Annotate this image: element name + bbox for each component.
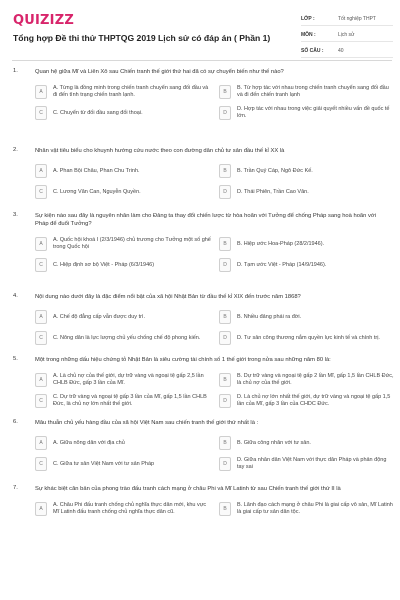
option-letter-box[interactable]: B — [219, 502, 231, 516]
answer-option[interactable] — [35, 502, 211, 516]
header-divider — [12, 60, 392, 61]
option-text: B. Hiệp ước Hoa-Pháp (28/2/1946). — [237, 240, 325, 247]
option-letter-box[interactable]: D — [219, 185, 231, 199]
answer-option[interactable] — [219, 436, 395, 450]
option-text: B. Nhiều đảng phái ra đời. — [237, 313, 302, 320]
option-letter-box[interactable]: A — [35, 164, 47, 178]
option-text: C. Hiệp định sơ bộ Việt - Pháp (6/3/1946) — [53, 261, 155, 268]
answer-option[interactable] — [219, 237, 395, 251]
question-text: Nội dung nào dưới đây là đặc điểm nổi bật của xã hội Nhật Bản từ đầu thế kỉ XIX đến trước năm 1868? — [35, 294, 301, 300]
answer-option[interactable] — [35, 457, 211, 471]
worksheet-title: Tổng hợp Đề thi thử THPTQG 2019 Lịch sử có đáp án ( Phần 1) — [13, 33, 271, 43]
question-item — [0, 68, 400, 120]
answer-option[interactable] — [219, 373, 395, 387]
answer-options — [35, 502, 393, 516]
question-item — [0, 293, 400, 345]
meta-value: Tốt nghiệp THPT — [338, 15, 376, 22]
answer-option[interactable] — [35, 85, 211, 99]
question-list — [0, 68, 400, 516]
answer-option[interactable] — [219, 394, 395, 408]
option-letter-box[interactable]: B — [219, 373, 231, 387]
option-letter-box[interactable]: C — [35, 185, 47, 199]
answer-option[interactable] — [35, 394, 211, 408]
answer-option[interactable] — [35, 106, 211, 120]
option-text: A. Chế độ đẳng cấp vẫn được duy trì. — [53, 313, 145, 320]
option-text: C. Lương Văn Can, Nguyễn Quyền. — [53, 188, 141, 195]
question-text: Mâu thuẫn chủ yếu hàng đầu của xã hội Việt Nam sau chiến tranh thế giới thứ nhất là : — [35, 420, 259, 426]
option-text: A. Là chủ nợ của thế giới, dự trữ vàng và ngoại tệ gấp 2,5 lần CHLB Đức, gấp 3 lần của Mĩ. — [53, 373, 204, 386]
option-letter-box[interactable]: D — [219, 331, 231, 345]
question-text: Nhân vật tiêu biểu cho khuynh hướng cứu nước theo con đường dân chủ tư sản đầu thế kỉ XX là — [35, 148, 285, 154]
option-text: A. Giữa nông dân với địa chủ — [53, 439, 125, 446]
option-letter-box[interactable]: A — [35, 502, 47, 516]
answer-option[interactable] — [219, 258, 395, 272]
option-text: B. Dự trữ vàng và ngoại tệ gấp 2 lần Mĩ, gấp 1,5 lần CHLB Đức, là chủ nợ của thế giới. — [237, 373, 394, 386]
option-letter-box[interactable]: A — [35, 85, 47, 99]
option-letter-box[interactable]: A — [35, 373, 47, 387]
option-letter-box[interactable]: A — [35, 237, 47, 251]
question-number: 7. — [13, 485, 18, 491]
option-letter-box[interactable]: D — [219, 106, 231, 120]
answer-option[interactable] — [219, 310, 395, 324]
question-number: 1. — [13, 68, 18, 74]
answer-options — [35, 164, 390, 199]
answer-option[interactable] — [219, 331, 395, 345]
question-number: 3. — [13, 212, 18, 218]
answer-option[interactable] — [219, 457, 395, 471]
option-text: D. Hợp tác với nhau trong việc giải quyết nhiều vấn đề quốc tế lớn. — [237, 106, 390, 119]
question-number: 2. — [13, 147, 18, 153]
question-text: Một trong những dấu hiệu chứng tỏ Nhật Bản là siêu cường tài chính số 1 thế giới trong nửa sau những năm 80 là: — [35, 357, 331, 363]
question-item — [0, 212, 400, 272]
option-letter-box[interactable]: B — [219, 310, 231, 324]
answer-option[interactable] — [35, 258, 211, 272]
answer-options — [35, 310, 390, 345]
meta-row-class — [301, 12, 393, 26]
question-number: 5. — [13, 356, 18, 362]
question-item — [0, 147, 400, 199]
meta-value: 40 — [338, 47, 344, 54]
answer-options — [35, 373, 394, 408]
option-text: C. Dự trữ vàng và ngoại tệ gấp 3 lần của Mĩ, gấp 1,5 lần CHLB Đức, là chủ nợ lớn nhất thế giới. — [53, 394, 207, 407]
option-letter-box[interactable]: B — [219, 436, 231, 450]
answer-option[interactable] — [35, 310, 211, 324]
question-text: Sự khác biệt căn bản của phong trào đấu tranh cách mạng ở châu Phi và Mĩ Latinh từ sau Chiến tranh thế giới thứ II là — [35, 486, 341, 492]
option-text: B. Giữa công nhân với tư sản. — [237, 439, 311, 446]
option-text: B. Từ hợp tác với nhau trong chiến tranh chuyển sang đối đầu và đi đến chiến tranh lạnh — [237, 85, 389, 98]
meta-label: SỐ CÂU : — [301, 47, 324, 54]
quizizz-logo[interactable]: QUIZIZZ — [13, 13, 74, 28]
option-text: A. Phan Bội Châu, Phan Chu Trinh. — [53, 167, 140, 174]
option-letter-box[interactable]: D — [219, 258, 231, 272]
option-letter-box[interactable]: C — [35, 331, 47, 345]
answer-option[interactable] — [35, 185, 211, 199]
answer-option[interactable] — [219, 502, 395, 516]
meta-label: MÔN : — [301, 31, 316, 38]
option-text: B. Trần Quý Cáp, Ngô Đức Kế. — [237, 167, 313, 174]
question-item — [0, 356, 400, 408]
option-letter-box[interactable]: C — [35, 258, 47, 272]
option-letter-box[interactable]: D — [219, 394, 231, 408]
answer-options — [35, 436, 390, 471]
option-text: C. Nông dân là lực lượng chủ yếu chống chế độ phong kiến. — [53, 334, 201, 341]
worksheet-header — [0, 0, 400, 60]
option-text: C. Giữa tư sản Việt Nam với tư sản Pháp — [53, 460, 155, 467]
answer-option[interactable] — [35, 237, 211, 251]
option-text: A. Từng là đồng minh trong chiến tranh chuyển sang đối đầu và đi đến tình trạng chiến tranh lạnh. — [53, 85, 209, 98]
question-number: 6. — [13, 419, 18, 425]
option-letter-box[interactable]: C — [35, 394, 47, 408]
question-text: Quan hệ giữa Mĩ và Liên Xô sau Chiến tranh thế giới thứ hai đã có sự chuyển biến như thế nào? — [35, 69, 284, 75]
option-text: D. Thái Phiên, Trần Cao Vân. — [237, 188, 309, 195]
question-item — [0, 419, 400, 471]
option-letter-box[interactable]: B — [219, 164, 231, 178]
option-letter-box[interactable]: D — [219, 457, 231, 471]
meta-row-subject — [301, 28, 393, 42]
question-item — [0, 485, 400, 516]
option-text: D. Giữa nhân dân Việt Nam với thực dân Pháp và phản động tay sai — [237, 457, 387, 470]
option-letter-box[interactable]: C — [35, 106, 47, 120]
option-text: D. Là chủ nợ lớn nhất thế giới, dự trữ vàng và ngoại tệ gấp 1,5 lần của Mĩ, gấp 3 lần của CHDC Đức. — [237, 394, 391, 407]
option-letter-box[interactable]: C — [35, 457, 47, 471]
option-letter-box[interactable]: A — [35, 310, 47, 324]
option-text: C. Chuyển từ đối đầu sang đối thoại. — [53, 109, 143, 116]
answer-option[interactable] — [35, 373, 211, 387]
option-text: A. Quốc hội khoá I (2/3/1946) chủ trương cho Tưởng một số ghế trong Quốc hội — [53, 237, 211, 250]
meta-row-question-count — [301, 44, 393, 58]
option-text: A. Châu Phi đấu tranh chống chủ nghĩa thực dân mới, khu vực Mĩ Latinh đấu tranh chống chủ nghĩa thực dân cũ. — [53, 502, 207, 515]
meta-value: Lịch sử — [338, 31, 355, 38]
answer-option[interactable] — [219, 85, 395, 99]
answer-option[interactable] — [35, 436, 211, 450]
answer-option[interactable] — [35, 164, 211, 178]
answer-option[interactable] — [219, 164, 395, 178]
option-text: B. Lãnh đạo cách mạng ở châu Phi là giai cấp vô sản, Mĩ Latinh là giai cấp tư sản dân tộc. — [237, 502, 393, 515]
worksheet-meta — [301, 12, 393, 60]
option-letter-box[interactable]: B — [219, 85, 231, 99]
answer-options — [35, 85, 390, 120]
question-text: Sự kiện nào sau đây là nguyên nhân làm cho Đảng ta thay đổi chiến lược từ hòa hoãn với Tưởng để chống Pháp sang hoà hoãn với Pháp để đuổi Tưởng? — [35, 213, 376, 227]
option-text: D. Tư sản công thương nắm quyền lực kinh tế và chính trị. — [237, 334, 380, 341]
answer-option[interactable] — [219, 106, 395, 120]
option-letter-box[interactable]: B — [219, 237, 231, 251]
meta-label: LỚP : — [301, 15, 315, 22]
answer-option[interactable] — [35, 331, 211, 345]
option-text: D. Tạm ước Việt - Pháp (14/9/1946). — [237, 261, 327, 268]
answer-options — [35, 237, 390, 272]
question-number: 4. — [13, 293, 18, 299]
option-letter-box[interactable]: A — [35, 436, 47, 450]
answer-option[interactable] — [219, 185, 395, 199]
